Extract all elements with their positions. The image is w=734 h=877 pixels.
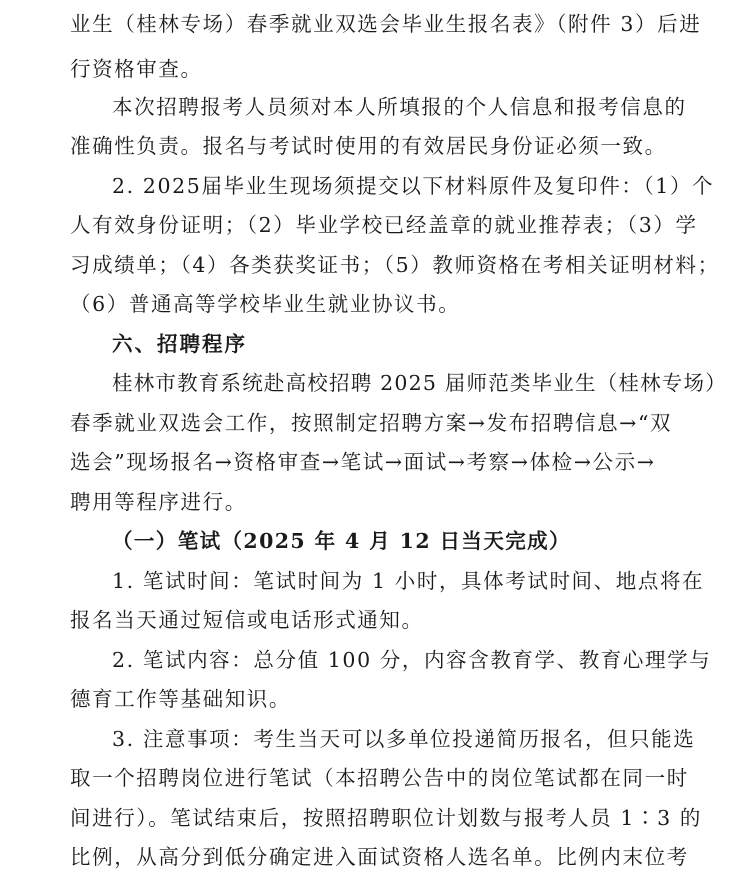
body-text-line: 习成绩单；（4）各类获奖证书；（5）教师资格在考相关证明材料； — [70, 253, 720, 277]
body-text-line: 行资格审查。 — [70, 57, 203, 81]
body-text-line: 报名当天通过短信或电话形式通知。 — [70, 608, 424, 632]
body-text-line: 春季就业双选会工作，按照制定招聘方案→发布招聘信息→“双 — [70, 411, 673, 435]
body-text-line: （6）普通高等学校毕业生就业协议书。 — [70, 292, 461, 316]
body-text-line: 2. 2025届毕业生现场须提交以下材料原件及复印件：（1）个 — [112, 174, 715, 198]
body-text-line: 桂林市教育系统赴高校招聘 2025 届师范类毕业生（桂林专场） — [112, 371, 727, 395]
body-text-line: 间进行）。笔试结束后，按照招聘职位计划数与报考人员 1∶3 的 — [70, 806, 702, 830]
body-text-line: 本次招聘报考人员须对本人所填报的个人信息和报考信息的 — [112, 95, 687, 119]
body-text-line: 比例，从高分到低分确定进入面试资格人选名单。比例内末位考 — [70, 845, 689, 869]
body-text-line: 取一个招聘岗位进行笔试（本招聘公告中的岗位笔试都在同一时 — [70, 766, 689, 790]
body-text-line: 选会”现场报名→资格审查→笔试→面试→考察→体检→公示→ — [70, 450, 656, 474]
body-text-line: 德育工作等基础知识。 — [70, 687, 291, 711]
body-text-line: 2. 笔试内容：总分值 100 分，内容含教育学、教育心理学与 — [112, 648, 712, 672]
body-text-line: 人有效身份证明；（2）毕业学校已经盖章的就业推荐表；（3）学 — [70, 213, 698, 237]
body-text-line: 准确性负责。报名与考试时使用的有效居民身份证必须一致。 — [70, 134, 667, 158]
body-text-line: 1. 笔试时间：笔试时间为 1 小时，具体考试时间、地点将在 — [112, 569, 705, 593]
body-text-line: 3. 注意事项：考生当天可以多单位投递简历报名，但只能选 — [112, 727, 696, 751]
subsection-heading: （一）笔试（2025 年 4 月 12 日当天完成） — [112, 529, 571, 553]
section-heading: 六、招聘程序 — [112, 332, 247, 356]
body-text-line: 业生（桂林专场）春季就业双选会毕业生报名表》（附件 3）后进 — [70, 12, 702, 36]
body-text-line: 聘用等程序进行。 — [70, 490, 247, 514]
